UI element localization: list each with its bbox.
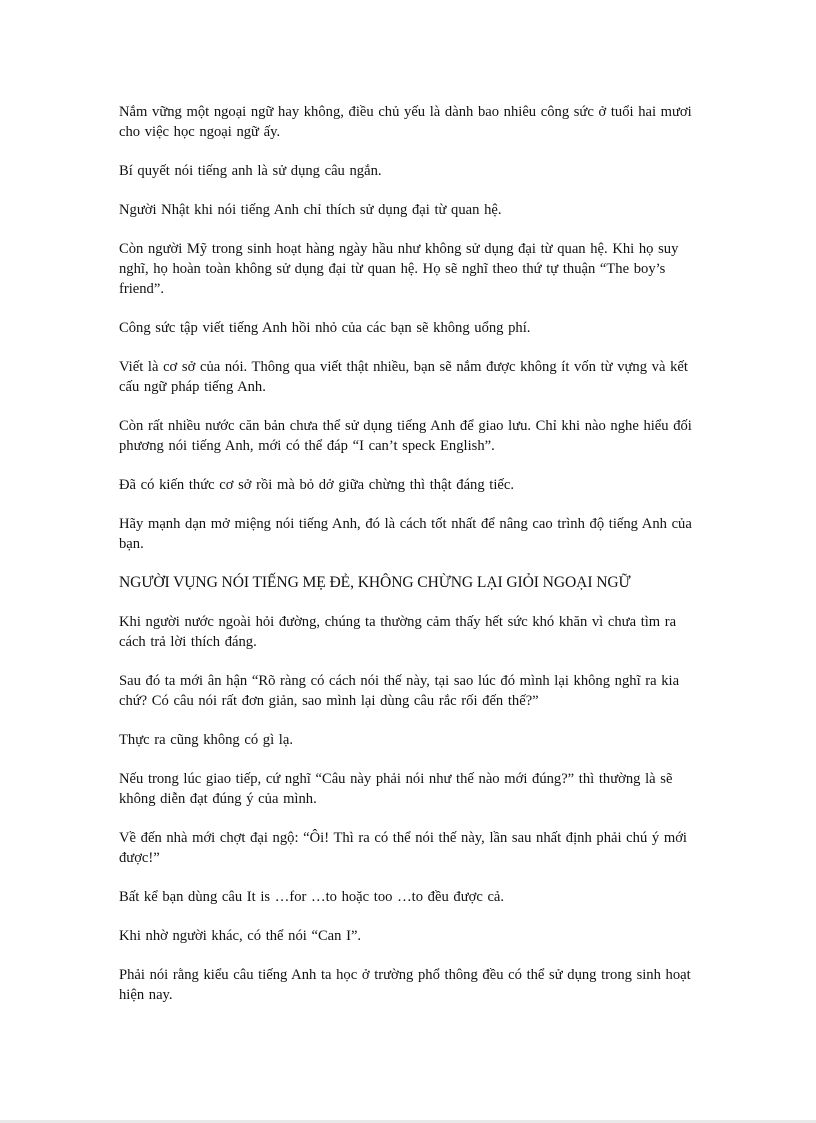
paragraph-11: Sau đó ta mới ân hận “Rõ ràng có cách nói thế này, tại sao lúc đó mình lại không nghĩ ra kia chứ? Có câu nói rất đơn giản, sao mình lại dùng câu rắc rối đến thế?” bbox=[119, 673, 680, 709]
paragraph-16: Khi nhờ người khác, có thể nói “Can I”. bbox=[119, 928, 362, 944]
paragraph-10: Khi người nước ngoài hỏi đường, chúng ta thường cảm thấy hết sức khó khăn vì chưa tìm ra cách trả lời thích đáng. bbox=[119, 614, 677, 650]
paragraph-9: Hãy mạnh dạn mở miệng nói tiếng Anh, đó là cách tốt nhất để nâng cao trình độ tiếng Anh của bạn. bbox=[119, 516, 692, 552]
paragraph-1: Nắm vững một ngoại ngữ hay không, điều chủ yếu là dành bao nhiêu công sức ở tuổi hai mươi cho việc học ngoại ngữ ấy. bbox=[119, 104, 692, 140]
paragraph-5: Công sức tập viết tiếng Anh hồi nhỏ của các bạn sẽ không uổng phí. bbox=[119, 320, 531, 336]
paragraph-3: Người Nhật khi nói tiếng Anh chỉ thích sử dụng đại từ quan hệ. bbox=[119, 202, 502, 218]
document-body bbox=[119, 102, 699, 1024]
paragraph-12: Thực ra cũng không có gì lạ. bbox=[119, 732, 293, 748]
paragraph-7: Còn rất nhiều nước căn bản chưa thể sử dụng tiếng Anh để giao lưu. Chỉ khi nào nghe hiểu đối phương nói tiếng Anh, mới có thể đáp “I can’t speck English”. bbox=[119, 418, 692, 454]
section-heading: NGƯỜI VỤNG NÓI TIẾNG MẸ ĐẺ, KHÔNG CHỪNG LẠI GIỎI NGOẠI NGỮ bbox=[119, 574, 631, 591]
paragraph-17: Phải nói rằng kiểu câu tiếng Anh ta học ở trường phổ thông đều có thể sử dụng trong sinh hoạt hiện nay. bbox=[119, 967, 691, 1003]
paragraph-6: Viết là cơ sở của nói. Thông qua viết thật nhiều, bạn sẽ nắm được không ít vốn từ vựng và kết cấu ngữ pháp tiếng Anh. bbox=[119, 359, 688, 395]
paragraph-2: Bí quyết nói tiếng anh là sử dụng câu ngắn. bbox=[119, 163, 382, 179]
paragraph-8: Đã có kiến thức cơ sở rồi mà bỏ dở giữa chừng thì thật đáng tiếc. bbox=[119, 477, 515, 493]
paragraph-15: Bất kể bạn dùng câu It is …for …to hoặc too …to đều được cả. bbox=[119, 889, 505, 905]
paragraph-4: Còn người Mỹ trong sinh hoạt hàng ngày hầu như không sử dụng đại từ quan hệ. Khi họ suy nghĩ, họ hoàn toàn không sử dụng đại từ quan hệ. Họ sẽ nghĩ theo thứ tự thuận “The boy’s friend”. bbox=[119, 241, 679, 297]
paragraph-13: Nếu trong lúc giao tiếp, cứ nghĩ “Câu này phải nói như thế nào mới đúng?” thì thường là sẽ không diễn đạt đúng ý của mình. bbox=[119, 771, 673, 807]
paragraph-14: Về đến nhà mới chợt đại ngộ: “Ôi! Thì ra có thể nói thế này, lần sau nhất định phải chú ý mới được!” bbox=[119, 830, 687, 866]
